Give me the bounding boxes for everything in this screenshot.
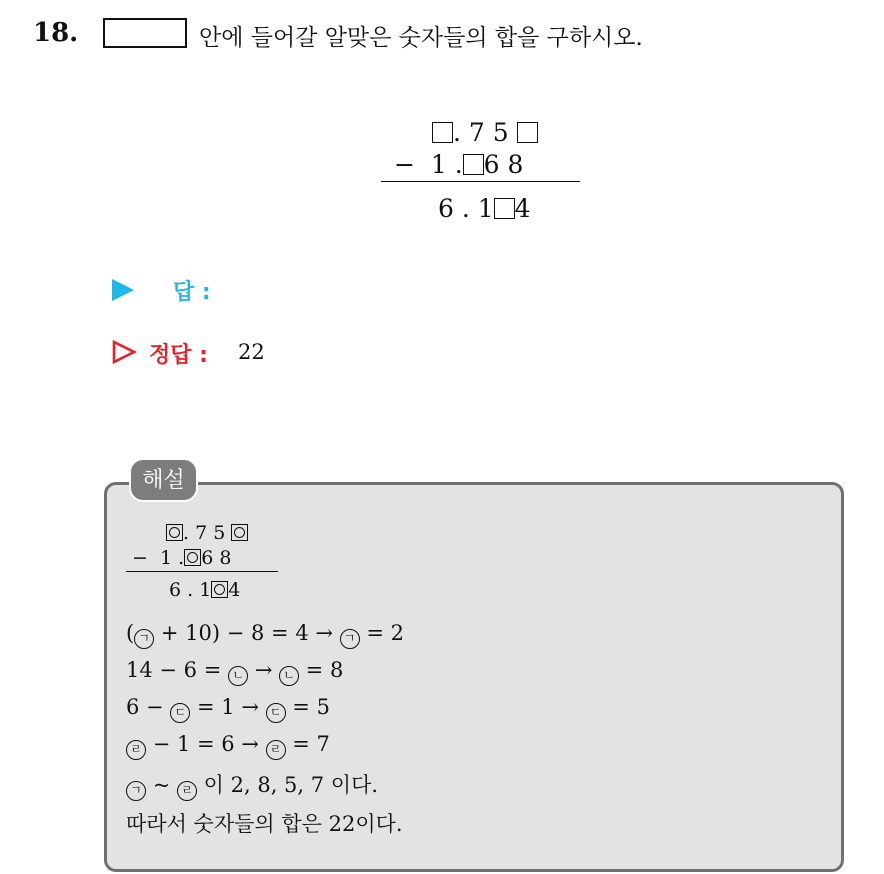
circled-rieul: ㄹ <box>266 740 286 760</box>
solution-line-1: ( ㄱ + 10) − 8 = 4 → ㄱ = 2 <box>126 621 404 649</box>
blank-square <box>494 198 515 219</box>
circled-rieul: ㄹ <box>177 781 197 801</box>
circled-giyeok: ㄱ <box>340 629 360 649</box>
circled-box-icon <box>231 524 248 541</box>
circled-digeut: ㄷ <box>266 703 286 723</box>
blank-square <box>517 122 538 143</box>
correct-answer-label: 정답 : <box>149 343 208 368</box>
circled-giyeok: ㄱ <box>134 629 154 649</box>
question-text: 안에 들어갈 알맞은 숫자들의 합을 구하시오. <box>199 25 643 51</box>
solution-row-1: . 7 5 <box>166 522 248 544</box>
circled-box-icon <box>211 581 228 598</box>
solution-line-3: 6 − ㄷ = 1 → ㄷ = 5 <box>126 695 330 723</box>
circled-nieun: ㄴ <box>279 666 299 686</box>
problem-row-2: − 1 . 6 8 <box>394 150 524 179</box>
solution-line-5: ㄱ ~ ㄹ 이 2, 8, 5, 7 이다. <box>126 769 378 801</box>
blank-square <box>432 122 453 143</box>
solution-tab: 해설 <box>129 458 198 502</box>
circled-box-icon <box>166 524 183 541</box>
circled-nieun: ㄴ <box>228 666 248 686</box>
circled-digeut: ㄷ <box>170 703 190 723</box>
filled-triangle-icon <box>112 279 134 301</box>
outline-triangle-icon <box>112 340 136 364</box>
problem-rule <box>381 181 580 182</box>
solution-rule <box>126 571 278 572</box>
problem-row-1: . 7 5 <box>432 118 538 147</box>
solution-line-2: 14 − 6 = ㄴ → ㄴ = 8 <box>126 658 343 686</box>
circled-box-icon <box>184 549 201 566</box>
circled-giyeok: ㄱ <box>126 781 146 801</box>
solution-line-4: ㄹ − 1 = 6 → ㄹ = 7 <box>126 732 330 760</box>
solution-row-2: − 1 . 6 8 <box>132 547 232 569</box>
solution-row-3: 6 . 1 4 <box>169 579 241 601</box>
circled-rieul: ㄹ <box>126 740 146 760</box>
solution-line-6: 따라서 숫자들의 합은 22이다. <box>126 812 403 836</box>
blank-box <box>103 18 187 48</box>
correct-answer-value: 22 <box>238 340 265 364</box>
question-number: 18. <box>33 18 79 48</box>
answer-label: 답 : <box>173 280 211 305</box>
blank-square <box>463 154 484 175</box>
problem-row-3: 6 . 1 4 <box>438 194 531 223</box>
